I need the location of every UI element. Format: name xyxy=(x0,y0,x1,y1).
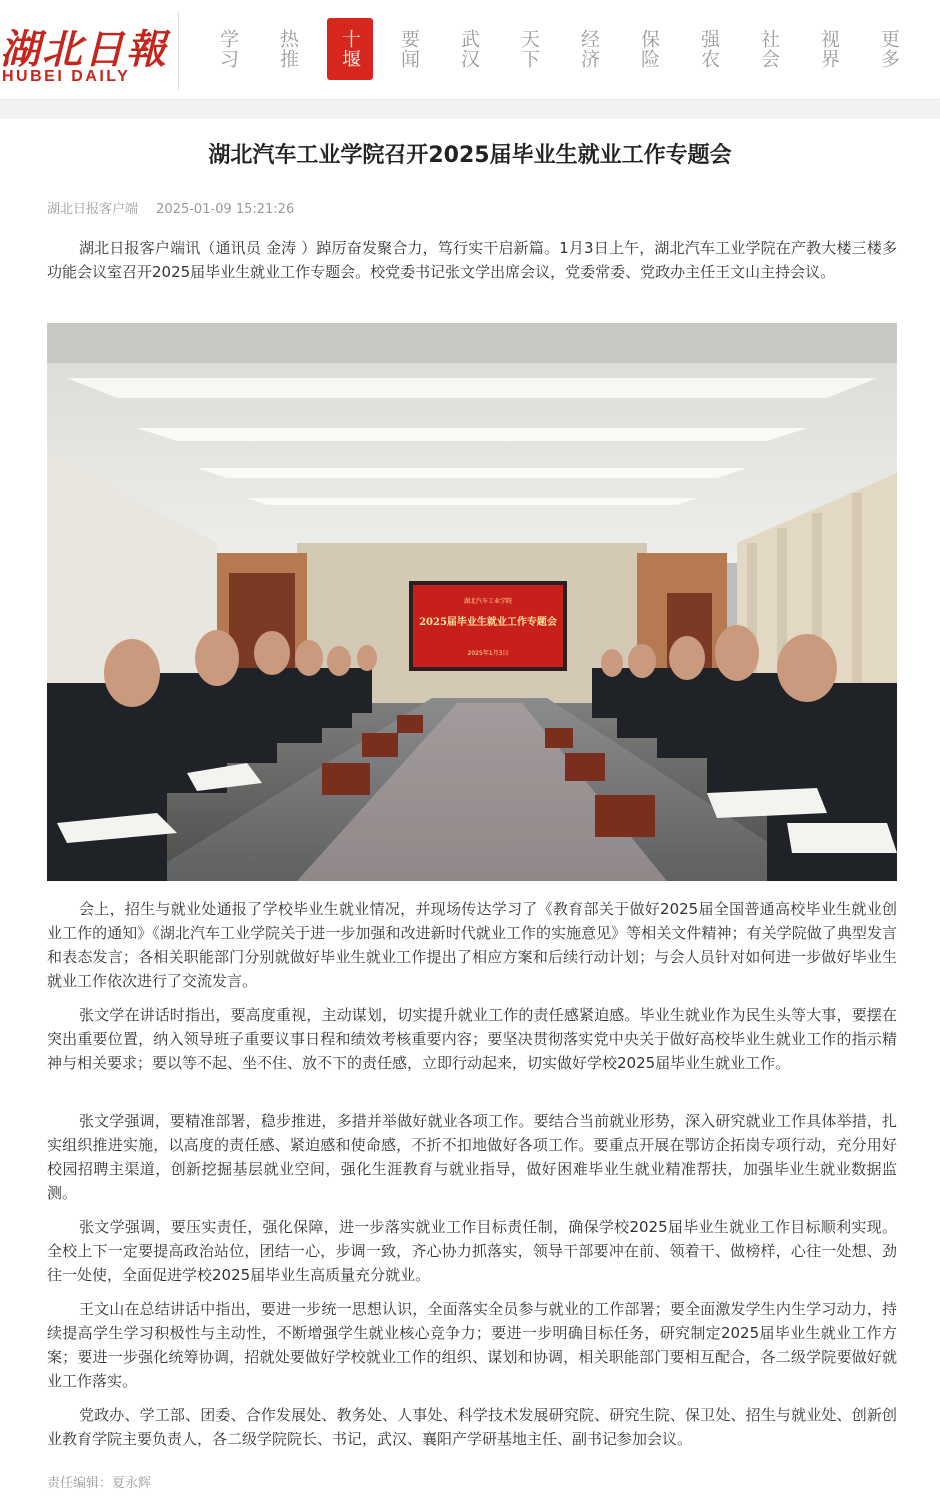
hubei-daily-logo[interactable] xyxy=(0,10,170,92)
article-source: 湖北日报客户端 xyxy=(47,202,139,217)
article-paragraph: 张文学在讲话时指出，要高度重视，主动谋划，切实提升就业工作的责任感紧迫感。毕业生就业作为民生头等大事，要摆在突出重要位置，纳入领导班子重要议事日程和绩效考核重要内容；要坚决贯彻落实党中央关于做好高校毕业生就业工作的指示精神与相关要求；要以等不起、坐不住、放不下的责任感，立即行动起来，切实做好学校2025届毕业生就业工作。 xyxy=(47,1006,897,1072)
nav-item-retui[interactable]: 热推 xyxy=(277,29,299,69)
nav-item-gengduo[interactable]: 更多 xyxy=(878,29,900,69)
nav-item-xuexi[interactable]: 学习 xyxy=(217,29,239,69)
article-meta xyxy=(47,198,294,217)
article-paragraph: 张文学强调，要精准部署，稳步推进，多措并举做好就业各项工作。要结合当前就业形势，深入研究就业工作具体举措，扎实组织推进实施，以高度的责任感、紧迫感和使命感，不折不扣地做好各项工作。要重点开展在鄂访企拓岗专项行动，充分用好校园招聘主渠道，创新挖掘基层就业空间，强化生涯教育与就业指导，做好困难毕业生就业精准帮扶，加强毕业生就业数据监测。 xyxy=(47,1112,897,1202)
screen-header: 湖北汽车工业学院 xyxy=(463,598,513,605)
nav-item-wuhan[interactable]: 武汉 xyxy=(458,29,480,69)
article-editor: 责任编辑：夏永辉 xyxy=(47,1476,152,1491)
article-paragraph: 会上，招生与就业处通报了学校毕业生就业情况，并现场传达学习了《教育部关于做好2025届全国普通高校毕业生就业创业工作的通知》《湖北汽车工业学院关于进一步加强和改进新时代就业工作的实施意见》等相关文件精神；有关学院做了典型发言和表态发言；各相关职能部门分别就做好毕业生就业工作提出了相应方案和后续行动计划；与会人员针对如何进一步做好毕业生就业工作依次进行了交流发言。 xyxy=(47,900,897,990)
article-intro: 湖北日报客户端讯（通讯员 金涛 ）踔厉奋发聚合力，笃行实干启新篇。1月3日上午，湖北汽车工业学院在产教大楼三楼多功能会议室召开2025届毕业生就业工作专题会。校党委书记张文学出席会议，党委常委、党政办主任王文山主持会议。 xyxy=(47,239,897,281)
article-paragraph: 王文山在总结讲话中指出，要进一步统一思想认识，全面落实全员参与就业的工作部署；要全面激发学生内生学习动力，持续提高学生学习积极性与主动性，不断增强学生就业核心竞争力；要进一步明确目标任务，研究制定2025届毕业生就业工作方案；要进一步强化统筹协调，招就处要做好学校就业工作的组织、谋划和协调，相关职能部门要相互配合，各二级学院要做好就业工作落实。 xyxy=(47,1300,897,1390)
nav-item-tianxia[interactable]: 天下 xyxy=(518,29,540,69)
nav-item-baoxian[interactable]: 保险 xyxy=(638,29,660,69)
logo-english: HUBEI DAILY xyxy=(2,68,131,85)
meeting-photo xyxy=(47,323,897,881)
article-title: 湖北汽车工业学院召开2025届毕业生就业工作专题会 xyxy=(208,143,732,168)
logo-chinese: 湖北日報 xyxy=(0,26,168,73)
article-paragraph: 党政办、学工部、团委、合作发展处、教务处、人事处、科学技术发展研究院、研究生院、保卫处、招生与就业处、创新创业教育学院主要负责人，各二级学院院长、书记，武汉、襄阳产学研基地主任、副书记参加会议。 xyxy=(47,1406,897,1448)
nav-item-shiyan[interactable]: 十堰 xyxy=(327,18,373,80)
meeting-room-illustration xyxy=(47,323,897,881)
site-header xyxy=(0,0,940,100)
header-separator-strip xyxy=(0,101,940,119)
screen-date: 2025年1月3日 xyxy=(467,650,509,657)
nav-item-shijie[interactable]: 视界 xyxy=(818,29,840,69)
nav-item-jingji[interactable]: 经济 xyxy=(578,29,600,69)
screen-title: 2025届毕业生就业工作专题会 xyxy=(419,617,557,628)
article-datetime: 2025-01-09 15:21:26 xyxy=(156,202,295,217)
nav-item-shehui[interactable]: 社会 xyxy=(758,29,780,69)
header-divider xyxy=(178,12,179,90)
nav-item-yaowen[interactable]: 要闻 xyxy=(398,29,420,69)
article-paragraph: 张文学强调，要压实责任，强化保障，进一步落实就业工作目标责任制，确保学校2025届毕业生就业工作目标顺利实现。全校上下一定要提高政治站位，团结一心，步调一致，齐心协力抓落实，领导干部要冲在前、领着干、做榜样，心往一处想、劲往一处使，全面促进学校2025届毕业生高质量充分就业。 xyxy=(47,1218,897,1284)
nav-item-qiangnong[interactable]: 强农 xyxy=(698,29,720,69)
